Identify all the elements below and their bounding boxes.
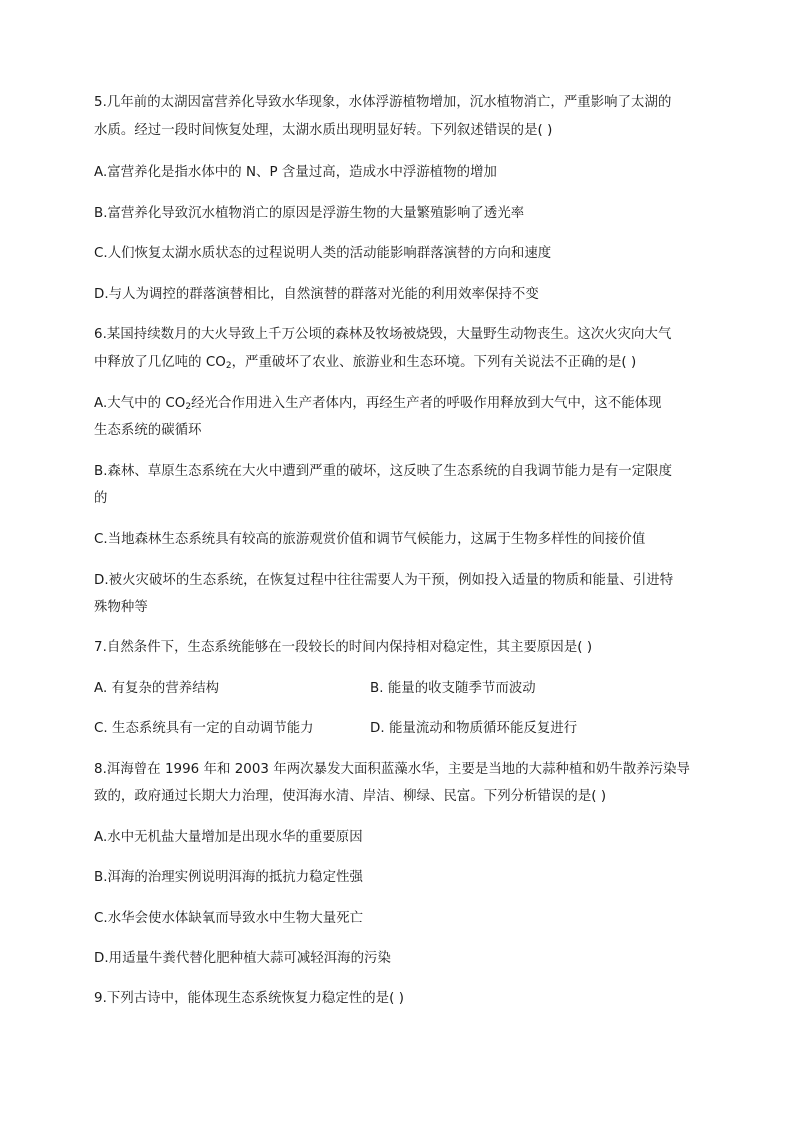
q7-option-d: D. 能量流动和物质循环能反复进行 (370, 721, 578, 736)
q6-option-b-line2: 的 (94, 491, 108, 506)
q7-option-b: B. 能量的收支随季节而波动 (370, 681, 536, 696)
q6-stem-line2-pre: 中释放了几亿吨的 CO (94, 355, 226, 370)
q6-option-a-line1-post: 经光合作用进入生产者体内，再经生产者的呼吸作用释放到大气中，这不能体现 (191, 396, 662, 411)
q6-stem-line2-subscript: 2 (225, 361, 232, 371)
q6-option-a-line2: 生态系统的碳循环 (94, 423, 202, 438)
q6-stem-line1: 6.某国持续数月的大火导致上千万公顷的森林及牧场被烧毁，大量野生动物丧生。这次火灾向大气 (94, 327, 672, 342)
q6-option-c: C.当地森林生态系统具有较高的旅游观赏价值和调节气候能力，这属于生物多样性的间接价值 (94, 532, 646, 547)
q9-stem: 9.下列古诗中，能体现生态系统恢复力稳定性的是( ) (94, 991, 404, 1006)
q8-option-b: B.洱海的治理实例说明洱海的抵抗力稳定性强 (94, 870, 363, 885)
q6-option-a-line1 (94, 395, 662, 413)
q6-option-d-line1: D.被火灾破坏的生态系统，在恢复过程中往往需要人为干预，例如投入适量的物质和能量、引进特 (94, 573, 674, 588)
q8-stem-line1: 8.洱海曾在 1996 年和 2003 年两次暴发大面积蓝藻水华，主要是当地的大蒜种植和奶牛散养污染导 (94, 762, 690, 777)
q5-option-a: A.富营养化是指水体中的 N、P 含量过高，造成水中浮游植物的增加 (94, 165, 497, 180)
q6-option-d-line2: 殊物种等 (94, 600, 148, 615)
q6-option-a-line1-pre: A.大气中的 CO (94, 396, 186, 411)
q7-option-c: C. 生态系统具有一定的自动调节能力 (94, 721, 314, 736)
q5-option-d: D.与人为调控的群落演替相比，自然演替的群落对光能的利用效率保持不变 (94, 287, 539, 302)
q8-option-d: D.用适量牛粪代替化肥种植大蒜可减轻洱海的污染 (94, 951, 391, 966)
q6-option-a-line1-subscript: 2 (185, 402, 192, 412)
q8-stem-line2: 致的，政府通过长期大力治理，使洱海水清、岸洁、柳绿、民富。下列分析错误的是( ) (94, 789, 607, 804)
q5-stem-line2: 水质。经过一段时间恢复处理，太湖水质出现明显好转。下列叙述错误的是( ) (94, 123, 553, 138)
q6-stem-line2 (94, 354, 636, 372)
q7-stem: 7.自然条件下，生态系统能够在一段较长的时间内保持相对稳定性，其主要原因是( ) (94, 640, 593, 655)
q8-option-a: A.水中无机盐大量增加是出现水华的重要原因 (94, 830, 363, 845)
q6-option-b-line1: B.森林、草原生态系统在大火中遭到严重的破坏，这反映了生态系统的自我调节能力是有一定限度 (94, 464, 673, 479)
q7-option-a: A. 有复杂的营养结构 (94, 681, 220, 696)
q6-stem-line2-post: ，严重破坏了农业、旅游业和生态环境。下列有关说法不正确的是( ) (231, 355, 637, 370)
q8-option-c: C.水华会使水体缺氧而导致水中生物大量死亡 (94, 911, 364, 926)
q5-option-b: B.富营养化导致沉水植物消亡的原因是浮游生物的大量繁殖影响了透光率 (94, 206, 525, 221)
q5-option-c: C.人们恢复太湖水质状态的过程说明人类的活动能影响群落演替的方向和速度 (94, 246, 552, 261)
q5-stem-line1: 5.几年前的太湖因富营养化导致水华现象，水体浮游植物增加，沉水植物消亡，严重影响了太湖的 (94, 95, 672, 110)
